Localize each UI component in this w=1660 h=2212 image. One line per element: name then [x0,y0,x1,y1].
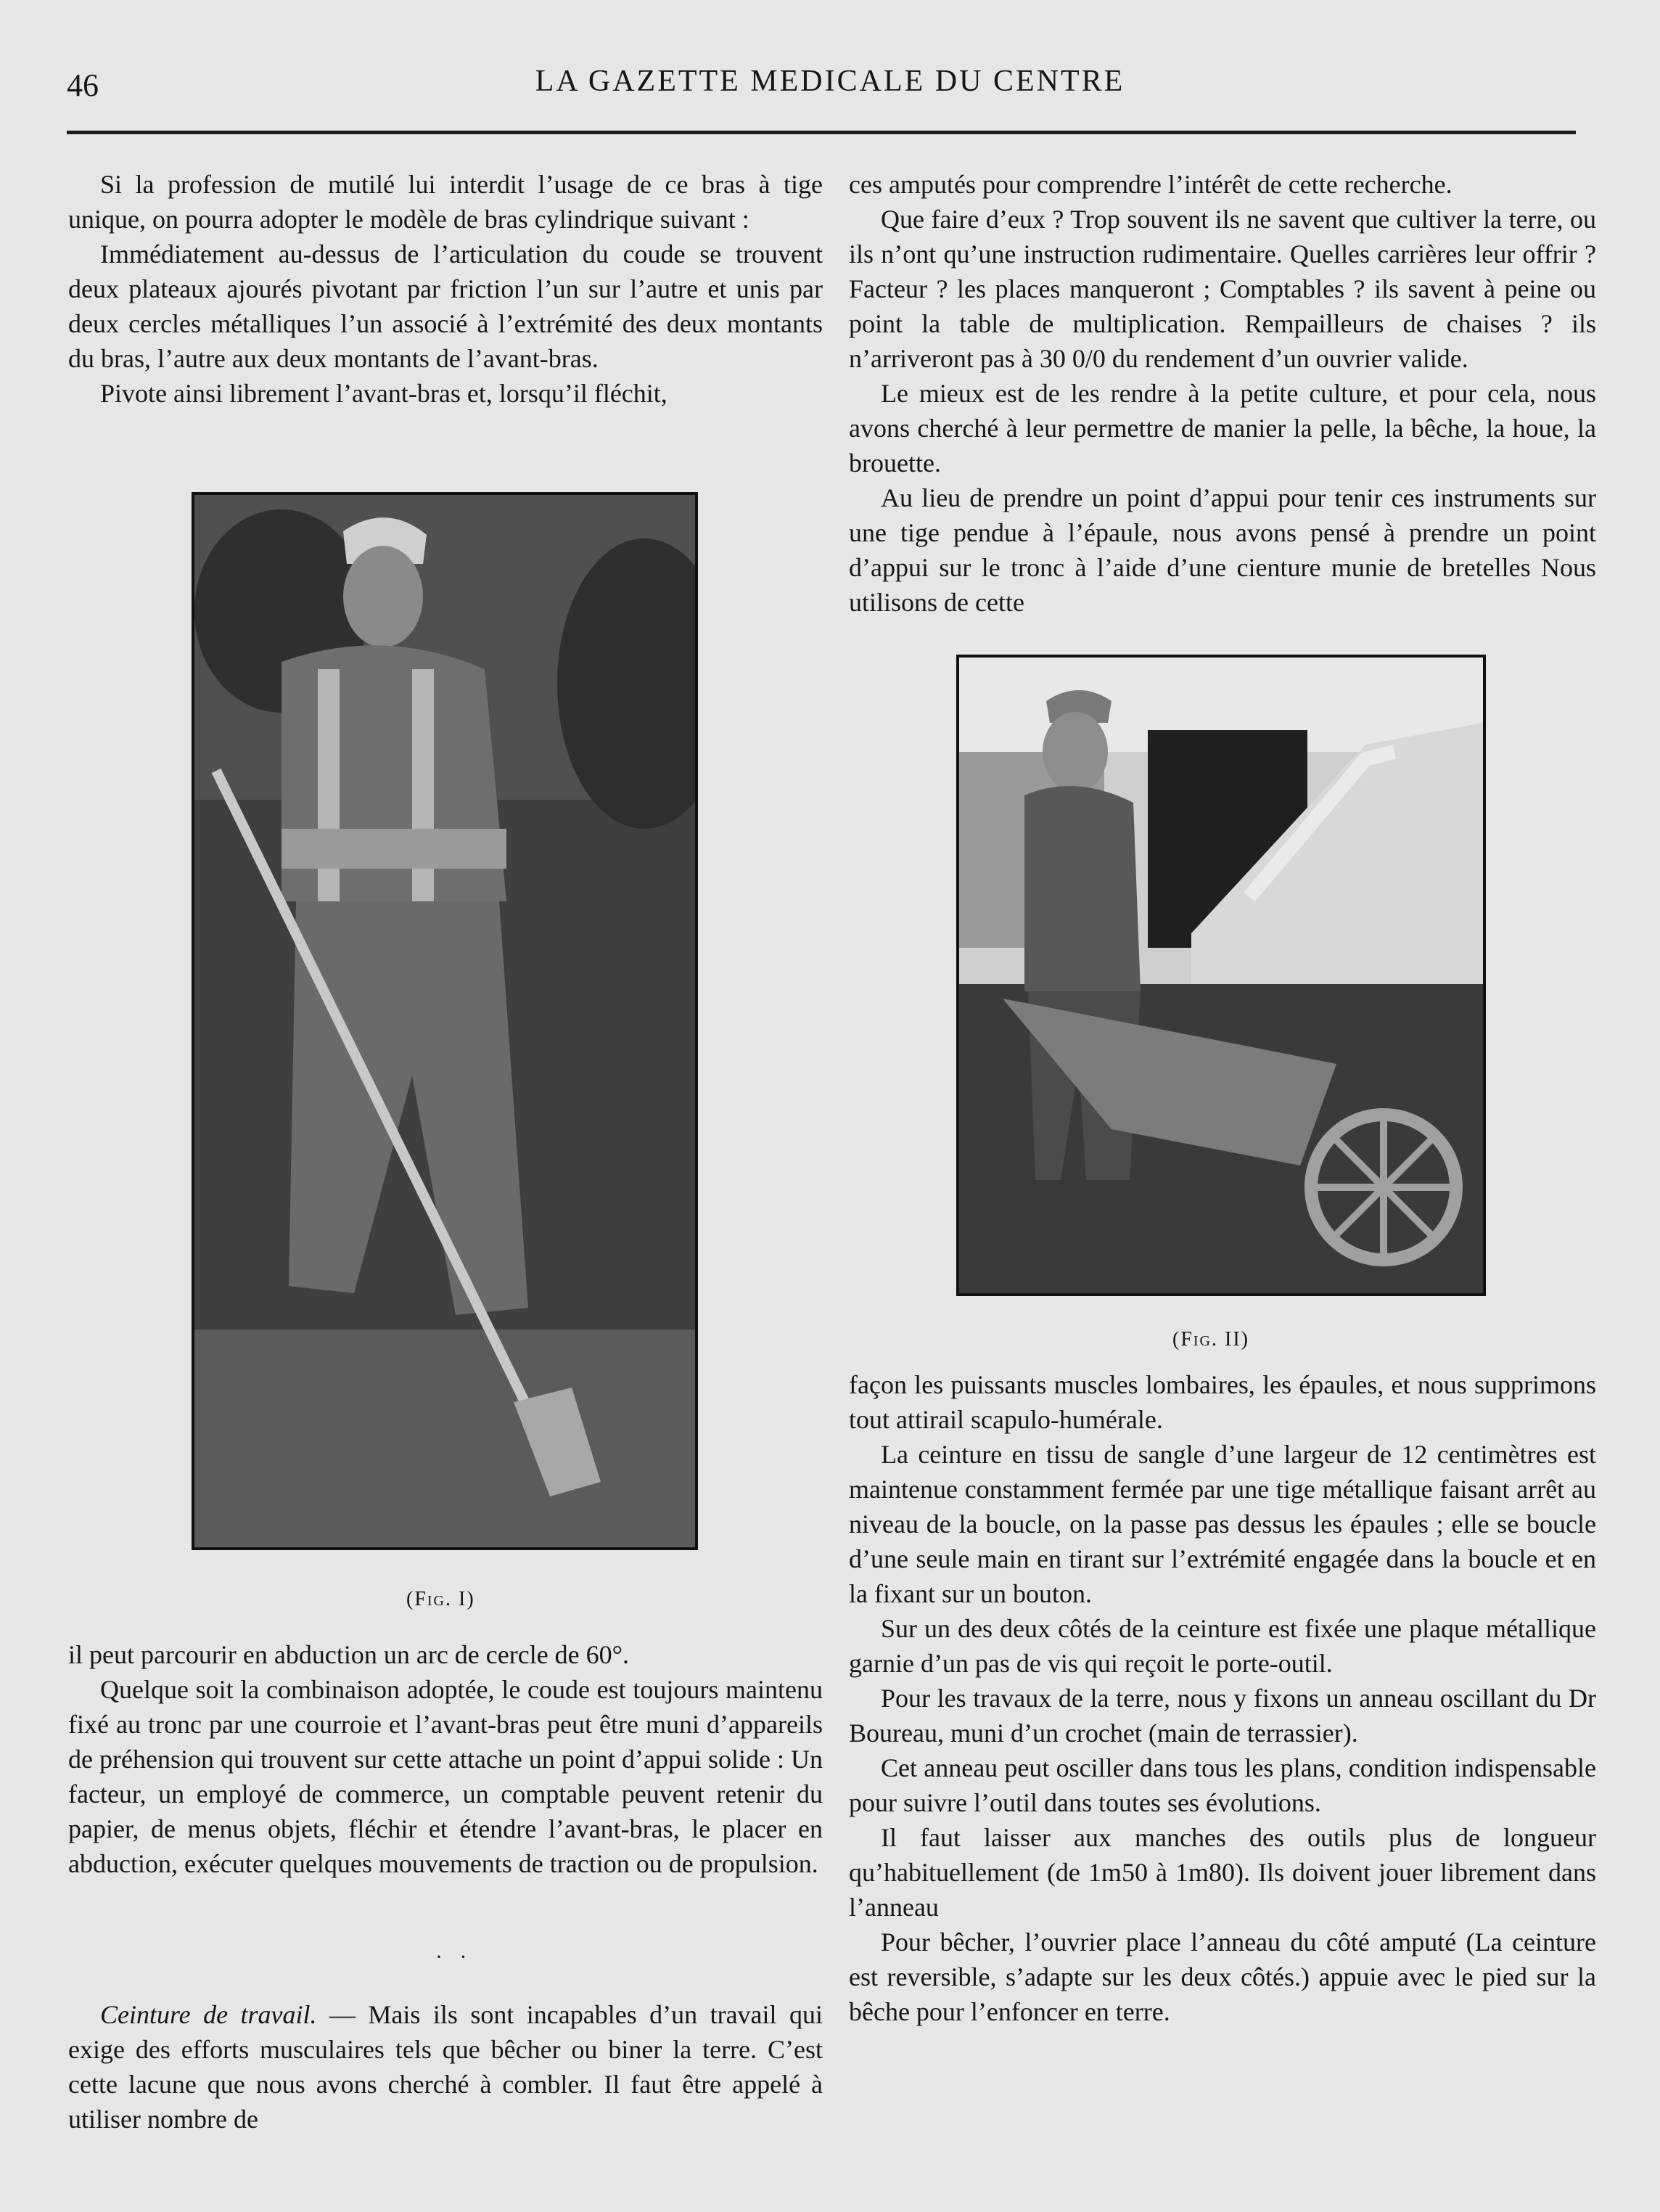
paragraph: Le mieux est de les rendre à la petite culture, et pour cela, nous avons cherché à leur permettre de manier la pelle, la bêche, la houe, la brouette. [849,379,1596,478]
paragraph: Pour bêcher, l’ouvrier place l’anneau du côté amputé (La ceinture est reversible, s’adapte sur les deux côtés.) appuie avec le pied sur la bêche pour l’enfoncer en terre. [849,1928,1596,2026]
figure-2-caption: (Fig. II) [1172,1328,1249,1351]
section-title: Ceinture de travail. [100,2000,317,2029]
header-rule [67,131,1576,134]
paragraph: Immédiatement au-dessus de l’articulation du coude se trouvent deux plateaux ajourés pivotant par friction l’un sur l’autre et unis par deux cercles métalliques l’un associé à l’extrémité des deux montants du bras, l’autre aux deux montants de l’avant-bras. [68,239,823,373]
man-with-wheelbarrow-photo [959,658,1483,1293]
paragraph: Pivote ainsi librement l’avant-bras et, lorsqu’il fléchit, [100,379,667,408]
man-digging-photo [194,495,695,1547]
paragraph: Au lieu de prendre un point d’appui pour tenir ces instruments sur une tige pendue à l’épaule, nous avons pensé à prendre un point d’appui sur le tronc à l’aide d’une cienture munie de bretelles Nous utilisons de cette [849,483,1596,617]
journal-title: LA GAZETTE MEDICALE DU CENTRE [535,65,1125,98]
figure-2-photo [956,655,1486,1296]
paragraph: Que faire d’eux ? Trop souvent ils ne savent que cultiver la terre, ou ils n’ont qu’une instruction rudimentaire. Quelles carrières leur offrir ? Facteur ? les places manqueront ; Comptables ? ils savent à peine ou point la table de multiplication. Rempailleurs de chaises ? ils n’arriveront pas à 30 0/0 du rendement d’un ouvrier valide. [849,205,1596,373]
paragraph: Si la profession de mutilé lui interdit l’usage de ce bras à tige unique, on pourra adopter le modèle de bras cylindrique suivant : [68,170,823,234]
right-column-top [849,167,1596,620]
paragraph: — Mais ils sont incapables d’un travail qui exige des efforts musculaires tels que bêcher ou biner la terre. C’est cette lacune que nous avons cherché à combler. Il faut être appelé à utiliser nombre de [68,2000,823,2134]
paragraph: Il faut laisser aux manches des outils plus de longueur qu’habituellement (de 1m50 à 1m80). Ils doivent jouer librement dans l’anneau [849,1823,1596,1922]
left-column-top [68,167,823,411]
paragraph: La ceinture en tissu de sangle d’une largeur de 12 centimètres est maintenue constamment fermée par une tige métallique faisant arrêt au niveau de la boucle, on la passe pas dessus les épaules ; elle se boucle d’une seule main en tirant sur l’extrémité engagée dans la boucle et en la fixant sur un bouton. [849,1440,1596,1608]
right-column-bottom [849,1367,1596,2029]
figure-1-caption: (Fig. I) [406,1588,475,1610]
left-column-bottom [68,1637,823,1881]
section-separator: · · [435,1945,473,1969]
paragraph: Quelque soit la combinaison adoptée, le coude est toujours maintenu fixé au tronc par une courroie et l’avant-bras peut être muni d’appareils de préhension qui trouvent sur cette attache un point d’appui solide : Un facteur, un employé de commerce, un comptable peuvent retenir du papier, de menus objets, fléchir et étendre l’avant-bras, le placer en abduction, exécuter quelques mouvements de traction ou de propulsion. [68,1675,823,1878]
paragraph: Cet anneau peut osciller dans tous les plans, condition indispensable pour suivre l’outil dans toutes ses évolutions. [849,1753,1596,1817]
left-column-section [68,1997,823,2137]
paragraph: il peut parcourir en abduction un arc de cercle de 60°. [68,1640,630,1669]
page-number: 46 [67,67,99,103]
figure-1-photo [192,492,698,1550]
paragraph: Sur un des deux côtés de la ceinture est fixée une plaque métallique garnie d’un pas de vis qui reçoit le porte-outil. [849,1614,1596,1678]
paragraph: ces amputés pour comprendre l’intérêt de cette recherche. [849,170,1452,199]
paragraph: Pour les travaux de la terre, nous y fixons un anneau oscillant du Dr Boureau, muni d’un crochet (main de terrassier). [849,1684,1596,1748]
paragraph: façon les puissants muscles lombaires, les épaules, et nous supprimons tout attirail scapulo-humérale. [849,1370,1596,1434]
